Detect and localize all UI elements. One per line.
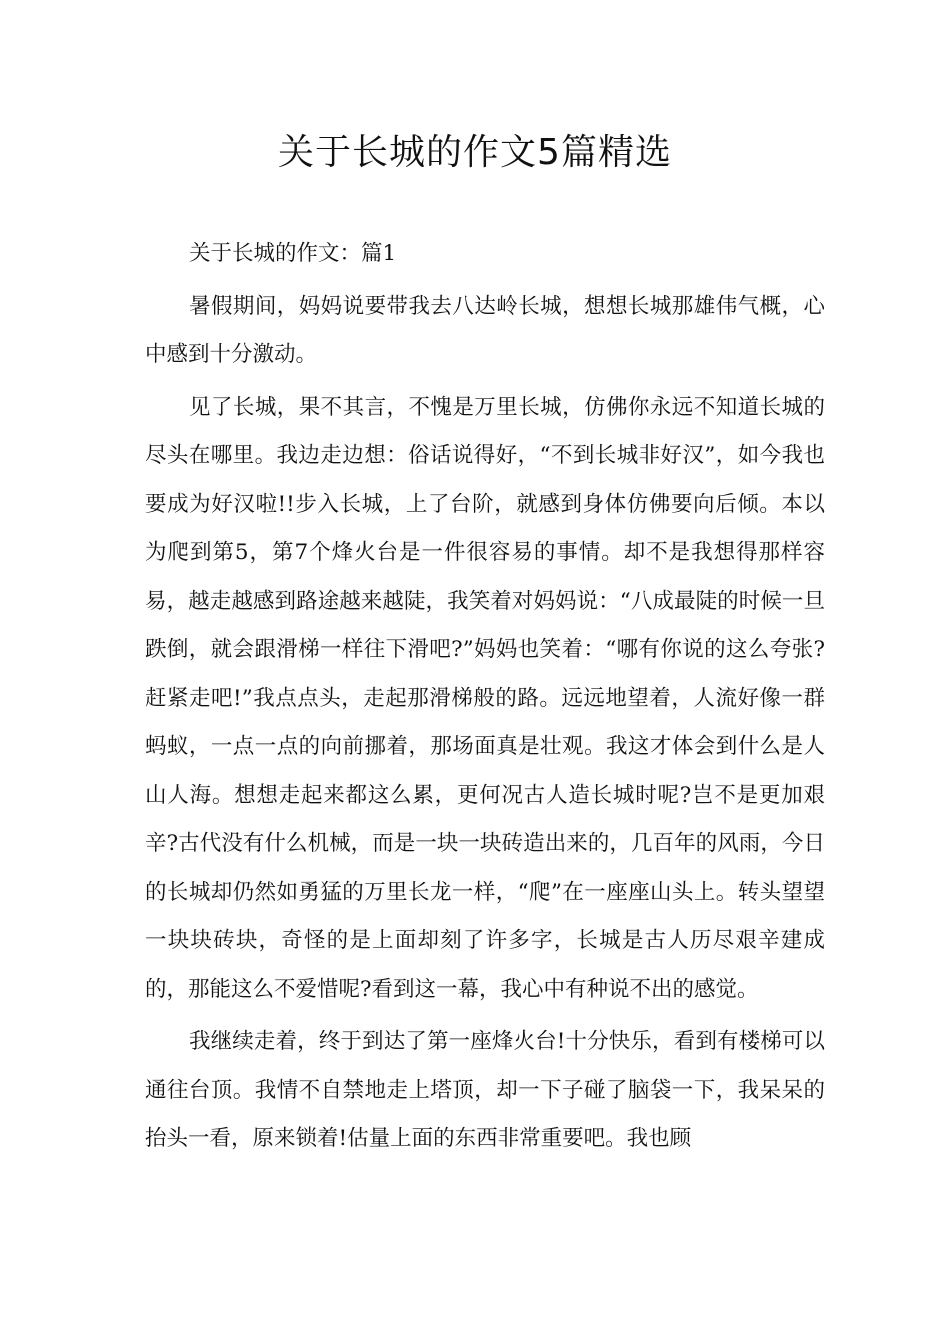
paragraph: 暑假期间，妈妈说要带我去八达岭长城，想想长城那雄伟气概，心中感到十分激动。 <box>145 293 825 367</box>
paragraph: 见了长城，果不其言，不愧是万里长城，仿佛你永远不知道长城的尽头在哪里。我边走边想：俗话说得好，“不到长城非好汉”，如今我也要成为好汉啦!!步入长城，上了台阶，就感到身体仿佛要向后倾。本以为爬到第5，第7个烽火台是一件很容易的事情。却不是我想得那样容易，越走越感到路途越来越陡，我笑着对妈妈说：“八成最陡的时候一旦跌倒，就会跟滑梯一样往下滑吧?”妈妈也笑着：“哪有你说的这么夸张?赶紧走吧!”我点点头，走起那滑梯般的路。远远地望着，人流好像一群蚂蚁，一点一点的向前挪着，那场面真是壮观。我这才体会到什么是人山人海。想想走起来都这么累，更何况古人造长城时呢?岂不是更加艰辛?古代没有什么机械，而是一块一块砖造出来的，几百年的风雨，今日的长城却仍然如勇猛的万里长龙一样，“爬”在一座座山头上。转头望望一块块砖块，奇怪的是上面却刻了许多字，长城是古人历尽艰辛建成的，那能这么不爱惜呢?看到这一幕，我心中有种说不出的感觉。 <box>145 394 825 1002</box>
document-body <box>145 230 825 1168</box>
paragraph: 我继续走着，终于到达了第一座烽火台!十分快乐，看到有楼梯可以通往台顶。我情不自禁地走上塔顶，却一下子碰了脑袋一下，我呆呆的抬头一看，原来锁着!估量上面的东西非常重要吧。我也顾 <box>145 1029 825 1151</box>
document-title: 关于长城的作文5篇精选 <box>278 132 672 173</box>
section-heading: 关于长城的作文：篇1 <box>189 241 397 266</box>
